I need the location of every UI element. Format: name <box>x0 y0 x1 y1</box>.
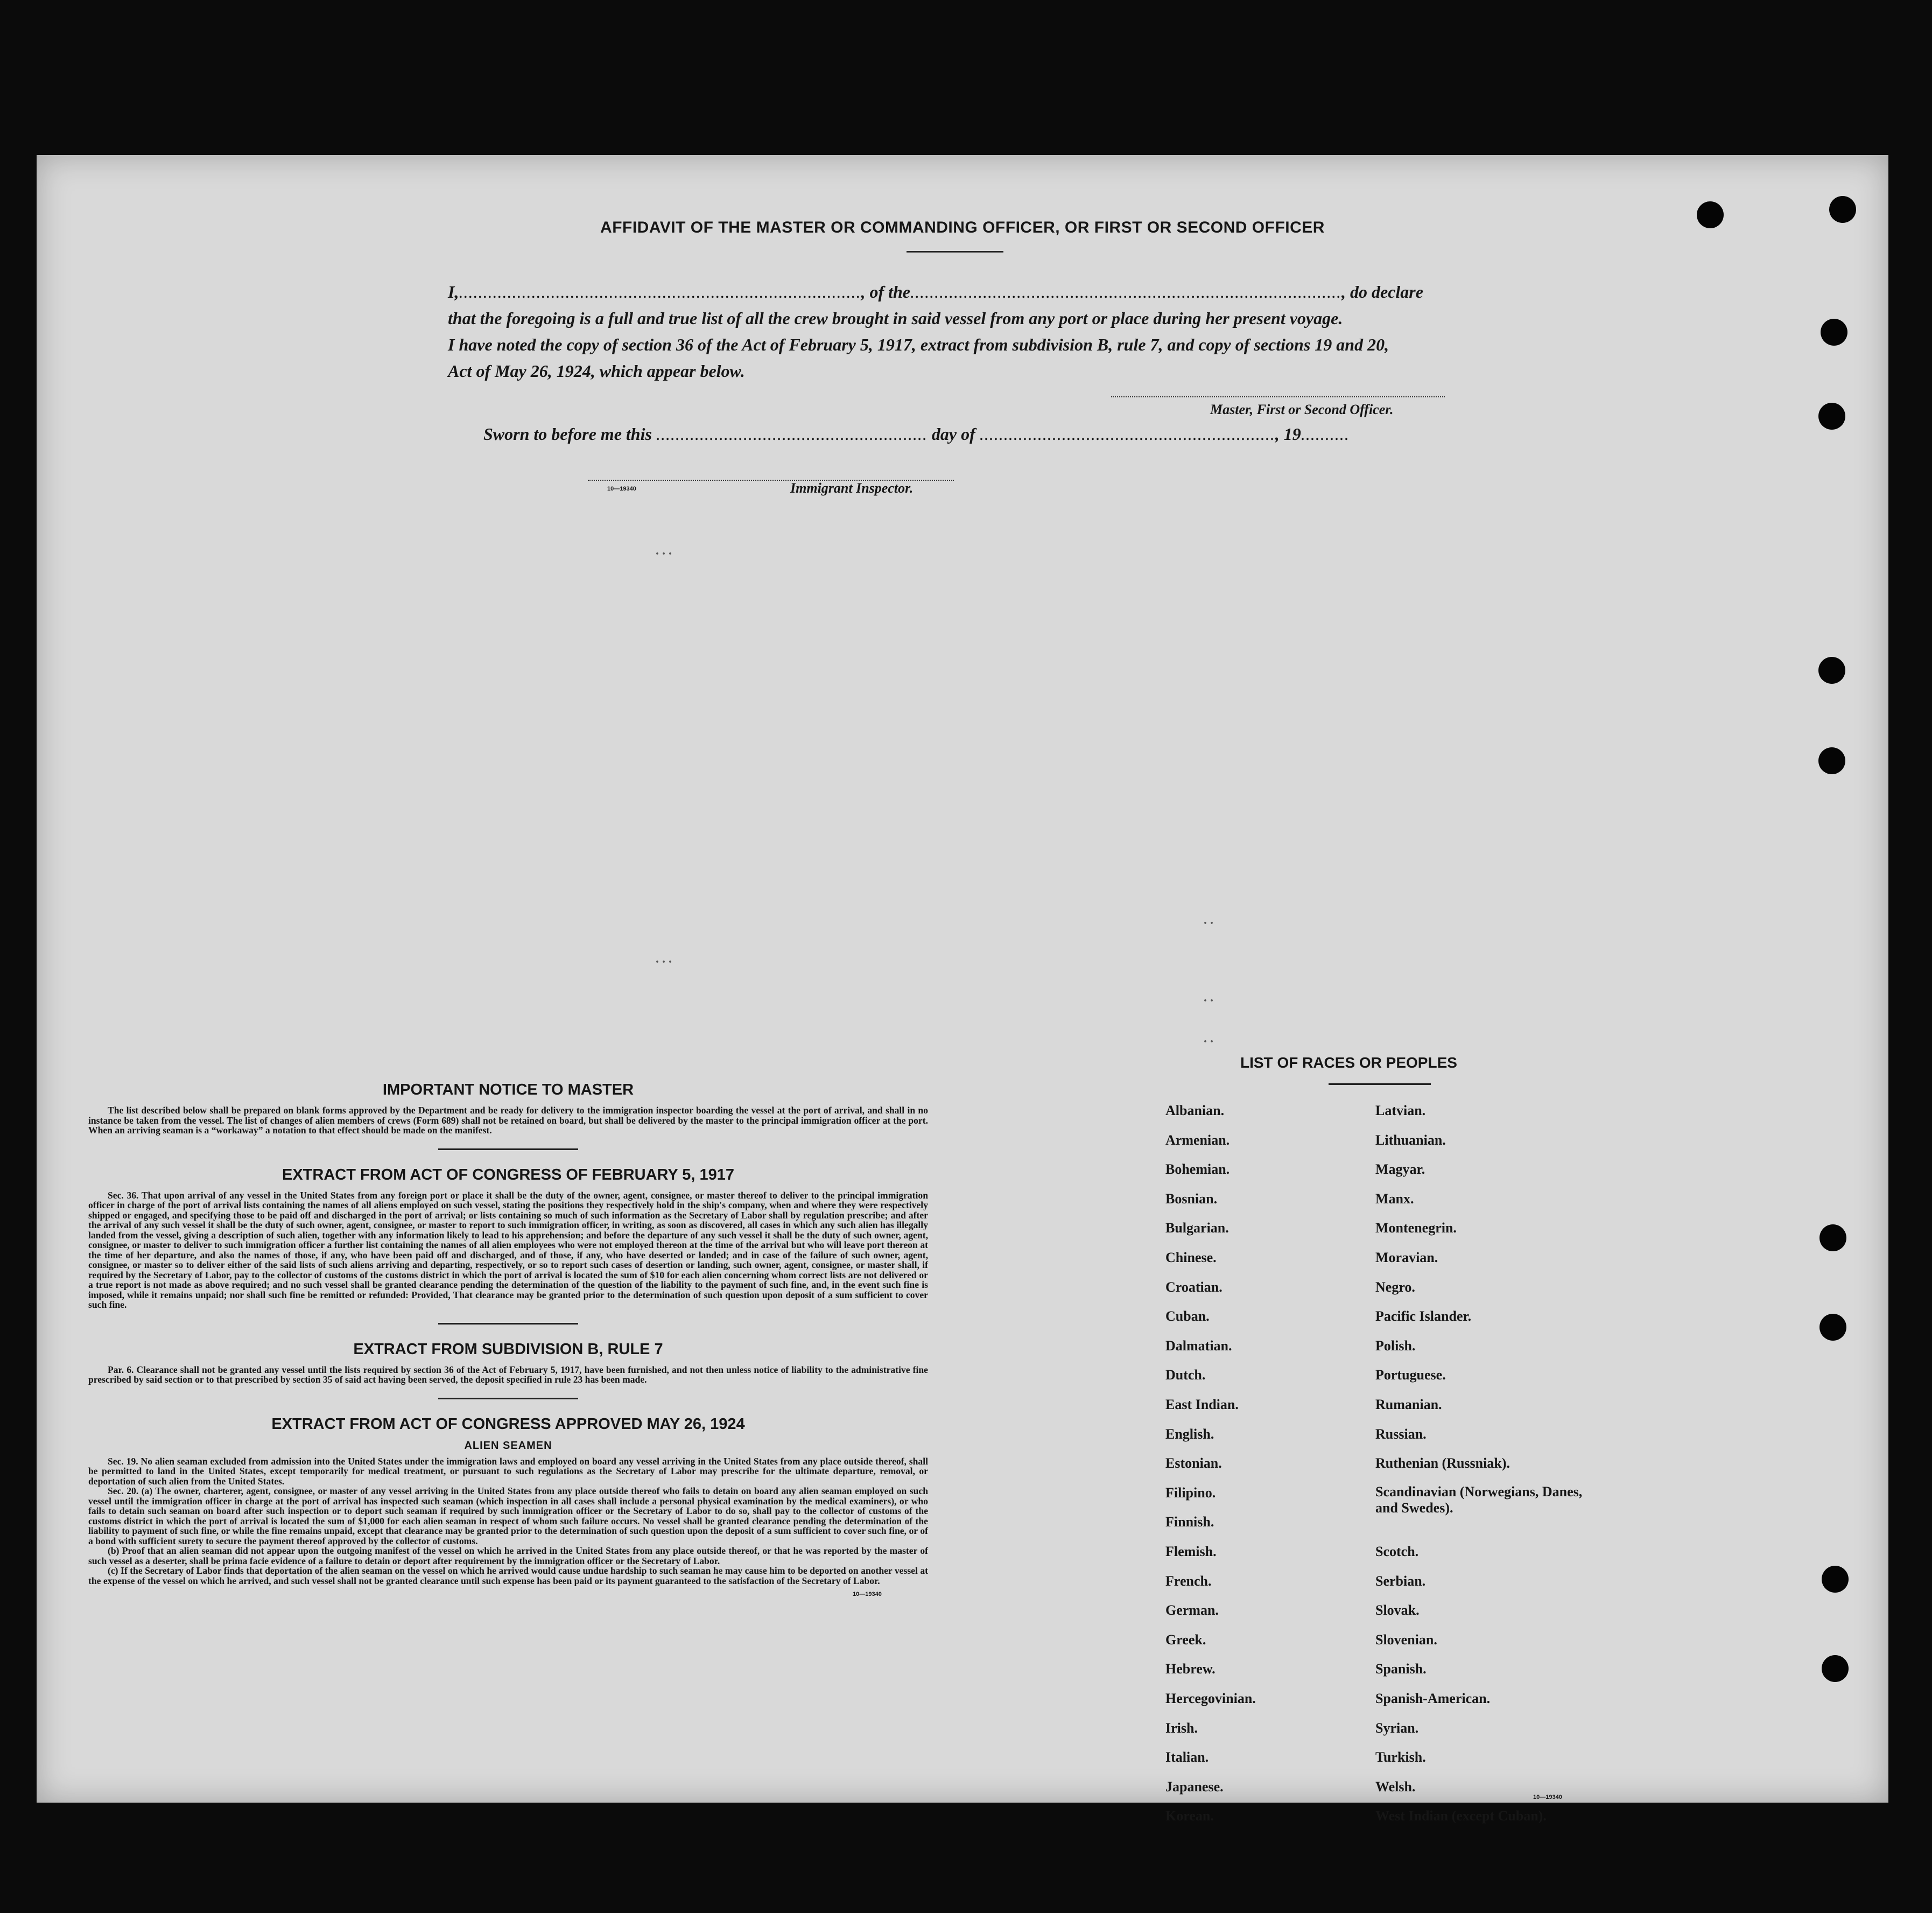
race-item: Estonian. <box>1165 1455 1222 1471</box>
inspector-label: Immigrant Inspector. <box>790 480 914 496</box>
race-item: Slovenian. <box>1375 1631 1437 1648</box>
bleed-through-mark: . . <box>1204 991 1213 1005</box>
race-item: Croatian. <box>1165 1279 1223 1295</box>
race-item: Filipino. <box>1165 1484 1216 1501</box>
section-divider <box>438 1323 578 1325</box>
race-item: Armenian. <box>1165 1132 1230 1148</box>
race-item: Dutch. <box>1165 1367 1206 1383</box>
punch-hole <box>1822 1566 1849 1593</box>
signature-label: Master, First or Second Officer. <box>1210 402 1394 417</box>
race-item: Negro. <box>1375 1279 1415 1295</box>
race-item: Korean. <box>1165 1808 1214 1824</box>
affidavit-line-1: I,..................................................................................., of the........................................................................................., do declare <box>448 282 1423 302</box>
race-item: Polish. <box>1375 1337 1416 1354</box>
race-item: Lithuanian. <box>1375 1132 1446 1148</box>
bleed-through-mark: . . <box>1204 913 1213 927</box>
act-1917-text: Sec. 36. That upon arrival of any vessel in the United States from any foreign port or place it shall be the duty of the owner, agent, consignee, or master thereof to deliver to the principal immigration officer in charge of the port of arrival lists containing the names of all aliens employed on such vessel, stating the positions they respectively hold in the ship's company, when and where they were respectively shipped or engaged, and specifying those to be paid off and discharged in the port of arrival; or lists containing so much of such information as the Secretary of Labor shall by regulation prescribe; and after the arrival of any such vessel it shall be the duty of such owner, agent, consignee, or master to report to such immigration officer, in writing, as soon as discovered, all cases in which any such alien has illegally landed from the vessel, giving a description of such alien, together with any information likely to lead to his apprehension; and before the departure of any such vessel it shall be the duty of such owner, agent, consignee, or master to deliver to such immigration officer a further list containing the names of all alien employees who were not employed thereon at the time of the arrival but who will leave port thereon at the time of her departure, and also the names of those, if any, who have been paid off and discharged, and of those, if any, who have deserted or landed; and in case of the failure of such owner, agent, consignee, or master so to deliver either of the said lists of such aliens arriving and departing, respectively, or so to report such cases of desertion or landing, such owner, agent, consignee, or master shall, if required by the Secretary of Labor, pay to the collector of customs of the customs district in which the port of arrival is located the sum of $10 for each alien concerning whom correct lists are not delivered or a true report is not made as above required; and no such vessel shall be granted clearance pending the determination of the question of the liability to the payment of such fine, and, in the event such fine is imposed, while it remains unpaid; nor shall such fine be remitted or refunded: Provided, That clearance may be granted prior to the determination of such question upon deposit of a sum sufficient to cover such fine. <box>88 1189 928 1310</box>
race-item: Flemish. <box>1165 1544 1217 1559</box>
race-item: Pacific Islander. <box>1375 1308 1472 1325</box>
race-item: English. <box>1165 1426 1214 1442</box>
race-item: Portuguese. <box>1375 1367 1446 1383</box>
races-divider <box>1329 1083 1431 1085</box>
signature-line <box>1111 396 1445 397</box>
punch-hole <box>1821 319 1847 346</box>
act-1924-heading: EXTRACT FROM ACT OF CONGRESS APPROVED MAY 26, 1924 <box>271 1415 745 1433</box>
race-item: Japanese. <box>1165 1778 1224 1795</box>
race-item: Syrian. <box>1375 1720 1419 1736</box>
race-item: Magyar. <box>1375 1161 1425 1178</box>
punch-hole <box>1818 657 1845 684</box>
notice-heading: IMPORTANT NOTICE TO MASTER <box>382 1081 634 1098</box>
race-item: Bohemian. <box>1165 1161 1230 1178</box>
bleed-through-mark: . . . <box>656 544 672 558</box>
sworn-line: Sworn to before me this ........................................................ day of ............................................................., 19.......... <box>483 424 1350 444</box>
race-item: Greek. <box>1165 1631 1206 1648</box>
affidavit-line-3: I have noted the copy of section 36 of the Act of February 5, 1917, extract from subdivision B, rule 7, and copy of sections 19 and 20, <box>448 335 1389 354</box>
notice-text: The list described below shall be prepared on blank forms approved by the Department and be ready for delivery to the immigration inspector boarding the vessel at the port of arrival, and shall in no instance be taken from the vessel. The list of changes of alien members of crews (Form 689) shall not be retained on board, but shall be delivered by the master to the principal immigration officer at the port. When an arriving seaman is a “workaway” a notation to that effect should be made on the manifest. <box>88 1105 928 1136</box>
punch-hole <box>1819 1224 1846 1251</box>
alien-seamen-subheading: ALIEN SEAMEN <box>464 1439 552 1452</box>
bleed-through-mark: . . <box>1204 1032 1213 1046</box>
race-item: Italian. <box>1165 1749 1209 1765</box>
act-1917-heading: EXTRACT FROM ACT OF CONGRESS OF FEBRUARY 5, 1917 <box>282 1166 735 1183</box>
race-item: Spanish. <box>1375 1661 1427 1677</box>
race-item: Dalmatian. <box>1165 1337 1232 1354</box>
punch-hole <box>1818 403 1845 430</box>
section-divider <box>438 1398 578 1399</box>
sec-20c-text: (c) If the Secretary of Labor finds that deportation of the alien seaman on the vessel on which he arrived would cause undue hardship to such seaman he may cause him to be deported on another vessel at the expense of the vessel on which he arrived, and such vessel shall not be granted clearance until such expense has been paid or its payment guaranteed to the satisfaction of the Secretary of Labor. <box>88 1565 928 1586</box>
affidavit-line-2: that the foregoing is a full and true list of all the crew brought in said vessel from any port or place during her present voyage. <box>448 309 1343 328</box>
title-divider <box>907 251 1003 253</box>
affidavit-line-4: Act of May 26, 1924, which appear below. <box>448 361 745 381</box>
race-item: Scandinavian (Norwegians, Danes, and Swedes). <box>1375 1483 1583 1516</box>
race-item: Irish. <box>1165 1720 1198 1736</box>
race-item: East Indian. <box>1165 1397 1239 1412</box>
sec-19-text: Sec. 19. No alien seaman excluded from admission into the United States under the immigration laws and employed on board any vessel arriving in the United States from any place outside thereof, shall be permitted to land in the United States, except temporarily for medical treatment, or pursuant to such regulations as the Secretary of Labor may prescribe for the ultimate departure, removal, or deportation of such alien from the United States. <box>88 1455 928 1487</box>
race-item: Montenegrin. <box>1375 1220 1457 1236</box>
race-item: Finnish. <box>1165 1514 1214 1530</box>
race-item: Cuban. <box>1165 1308 1210 1325</box>
race-item: Bulgarian. <box>1165 1220 1229 1236</box>
race-item: Hebrew. <box>1165 1661 1216 1677</box>
punch-hole <box>1819 1314 1846 1341</box>
race-item: Slovak. <box>1375 1602 1420 1618</box>
section-divider <box>438 1148 578 1150</box>
race-item: Moravian. <box>1375 1250 1438 1265</box>
race-item: Hercegovinian. <box>1165 1691 1256 1706</box>
form-code-top: 10—19340 <box>607 486 636 492</box>
rule-7-heading: EXTRACT FROM SUBDIVISION B, RULE 7 <box>353 1340 663 1358</box>
race-item: Bosnian. <box>1165 1190 1218 1207</box>
form-code-left: 10—19340 <box>853 1591 882 1597</box>
race-item: Manx. <box>1375 1190 1414 1207</box>
race-item: Chinese. <box>1165 1250 1217 1265</box>
race-item: Serbian. <box>1375 1573 1426 1589</box>
document-page <box>37 155 1888 1824</box>
race-item: Russian. <box>1375 1426 1427 1442</box>
race-item: Latvian. <box>1375 1103 1426 1118</box>
race-item: Ruthenian (Russniak). <box>1375 1455 1510 1471</box>
race-item: Welsh. <box>1375 1778 1416 1795</box>
affidavit-title: AFFIDAVIT OF THE MASTER OR COMMANDING OFFICER, OR FIRST OR SECOND OFFICER <box>600 219 1325 236</box>
punch-hole <box>1822 1655 1849 1682</box>
sec-20a-text: Sec. 20. (a) The owner, charterer, agent, consignee, or master of any vessel arriving in the United States from any place outside thereof who fails to detain on board any alien seaman employed on such vessel until the immigration officer in charge at the port of arrival has inspected such seaman (which inspection in all cases shall include a personal physical examination by the medical examiners), or who fails to detain such seaman on board after such inspection or to deport such seaman if required by such immigration officer or the Secretary of Labor to do so, shall pay to the collector of customs of the customs district in which the port of arrival is located the sum of $1,000 for each alien seaman in respect of whom such failure occurs. No vessel shall be granted clearance pending the determination of the liability to payment of such fine, or while the fine remains unpaid, except that clearance may be granted prior to the determination of such question upon the deposit of a sum sufficient to cover such fine, or of a bond with sufficient surety to secure the payment thereof approved by the collector of customs. <box>88 1485 928 1546</box>
punch-hole <box>1818 747 1845 774</box>
race-item: Spanish-American. <box>1375 1691 1491 1706</box>
race-item: French. <box>1165 1573 1212 1589</box>
bleed-through-mark: . . . <box>656 952 672 966</box>
races-heading: LIST OF RACES OR PEOPLES <box>1240 1054 1457 1071</box>
sec-20b-text: (b) Proof that an alien seaman did not appear upon the outgoing manifest of the vessel on which he arrived in the United States from any place outside thereof, or that he was reported by the master of such vessel as a deserter, shall be prima facie evidence of a failure to detain or deport after requirement by the immigration officer or the Secretary of Labor. <box>88 1545 928 1566</box>
race-item: West Indian (except Cuban). <box>1375 1808 1547 1824</box>
race-item: Albanian. <box>1165 1103 1225 1118</box>
form-code-races: 10—19340 <box>1533 1794 1562 1800</box>
race-item: Scotch. <box>1375 1544 1419 1559</box>
affidavit-text <box>448 279 1514 384</box>
race-item: Turkish. <box>1375 1749 1426 1765</box>
rule-7-text: Par. 6. Clearance shall not be granted any vessel until the lists required by section 36 of the Act of February 5, 1917, have been furnished, and not then unless notice of liability to the administrative fine prescribed by said section or to that prescribed by section 35 of said act having been served, the deposit specified in rule 23 has been made. <box>88 1364 928 1385</box>
race-item: Rumanian. <box>1375 1397 1442 1412</box>
race-item: German. <box>1165 1602 1219 1618</box>
legal-extracts <box>88 1081 928 1597</box>
